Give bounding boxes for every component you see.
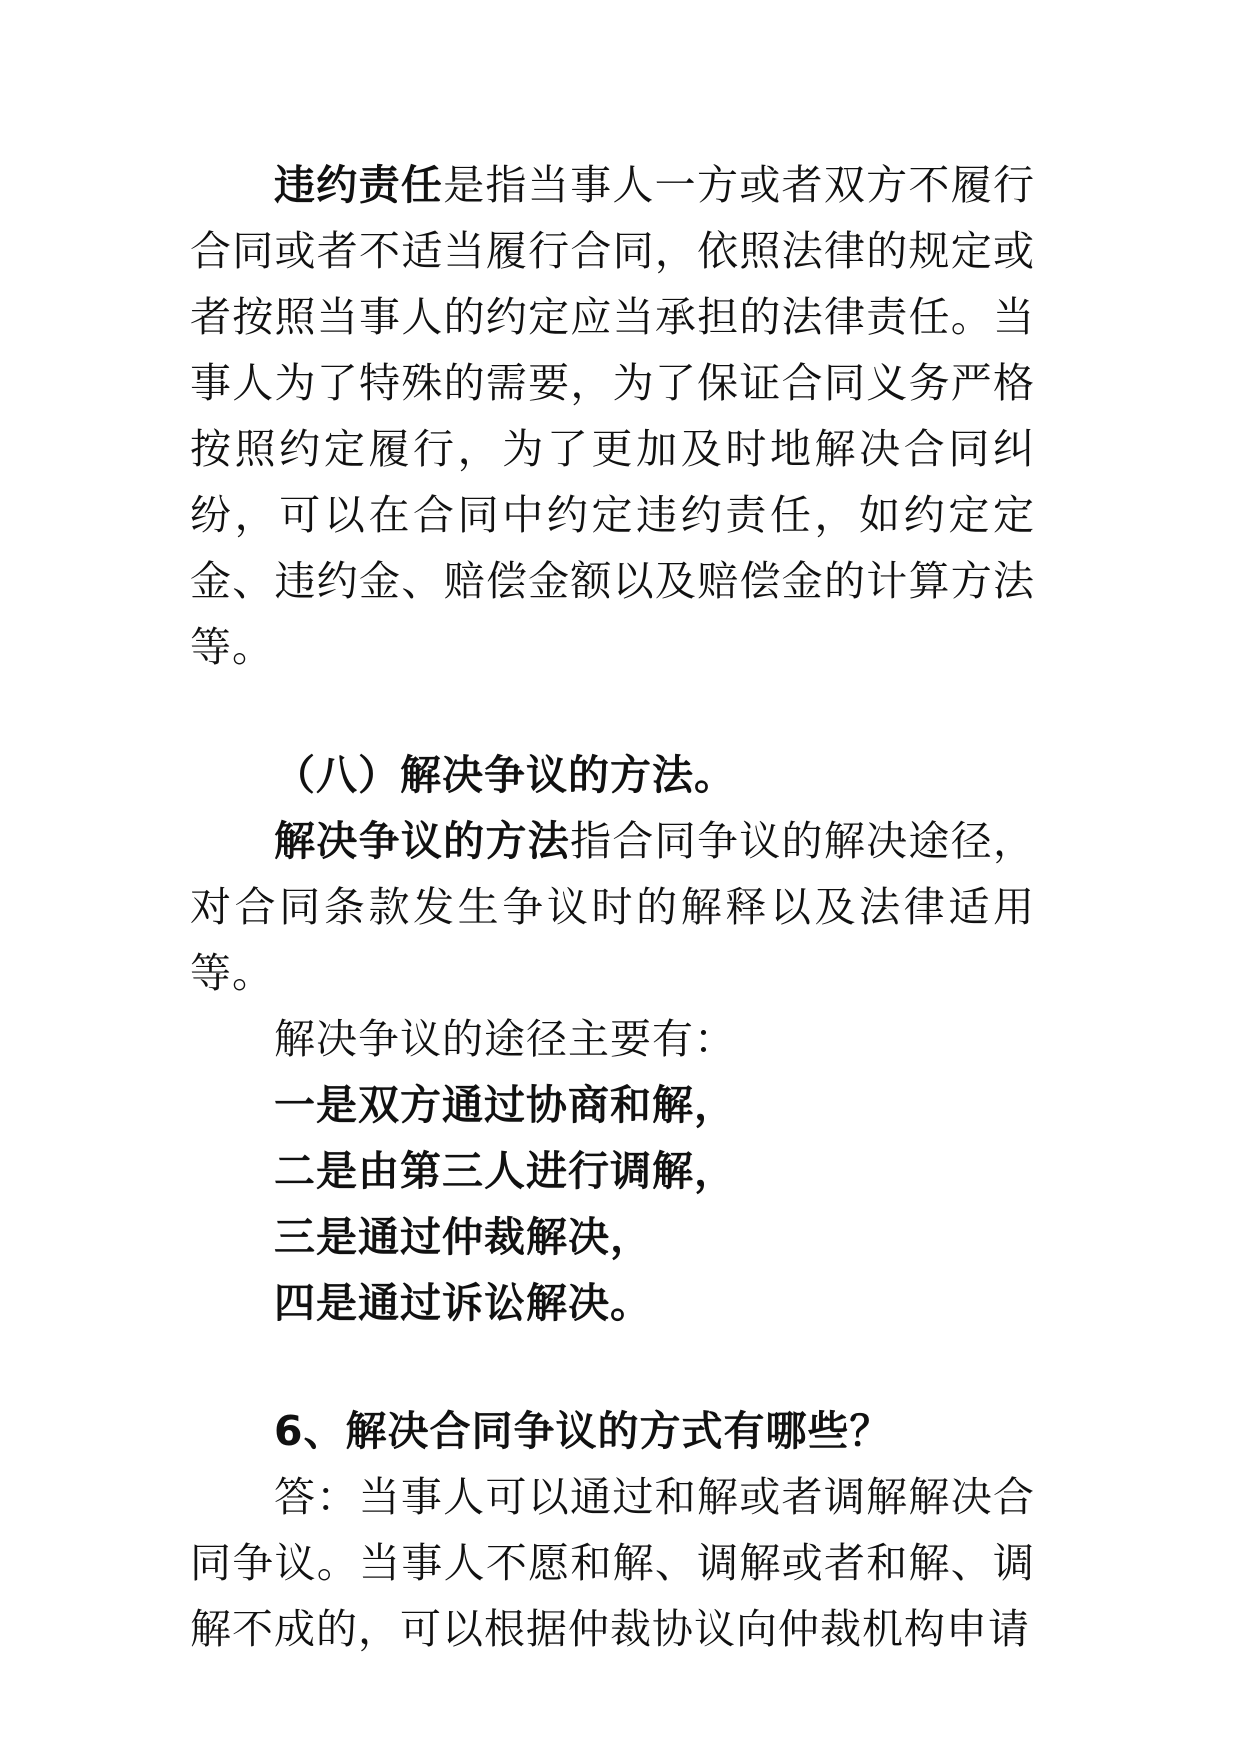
dispute-ways-intro: 解决争议的途径主要有：	[274, 1015, 736, 1063]
breach-liability-text: 是指当事人一方或者双方不履行合同或者不适当履行合同，依照法律的规定或者按照当事人的约定应当承担的法律责任。当事人为了特殊的需要，为了保证合同义务严格按照约定履行，为了更加及时地解决合同纠纷，可以在合同中约定违约责任，如约定定金、违约金、赔偿金额以及赔偿金的计算方法等。	[190, 161, 1036, 671]
dispute-way-item: 四是通过诉讼解决。	[274, 1279, 652, 1327]
dispute-way-item: 二是由第三人进行调解，	[274, 1147, 736, 1195]
dispute-ways-list	[190, 1072, 1035, 1336]
dispute-way-item: 三是通过仲裁解决，	[274, 1213, 652, 1261]
dispute-definition-text: 指合同争议的解决途径，对合同条款发生争议时的解释以及法律适用等。	[190, 817, 1036, 997]
question-6-answer: 答：当事人可以通过和解或者调解解决合同争议。当事人不愿和解、调解或者和解、调解不成的，可以根据仲裁协议向仲裁机构申请	[190, 1473, 1035, 1653]
breach-liability-paragraph	[190, 152, 1035, 680]
document-body	[190, 152, 1035, 1662]
breach-liability-term: 违约责任	[274, 161, 444, 209]
dispute-way-item: 一是双方通过协商和解，	[274, 1081, 736, 1129]
dispute-definition-paragraph	[190, 808, 1035, 1006]
dispute-section-heading: （八）解决争议的方法。	[274, 751, 736, 799]
section-spacer	[190, 680, 1035, 742]
section-spacer	[190, 1336, 1035, 1398]
dispute-method-term: 解决争议的方法	[274, 817, 571, 865]
question-6-heading: 6、解决合同争议的方式有哪些？	[274, 1407, 892, 1455]
